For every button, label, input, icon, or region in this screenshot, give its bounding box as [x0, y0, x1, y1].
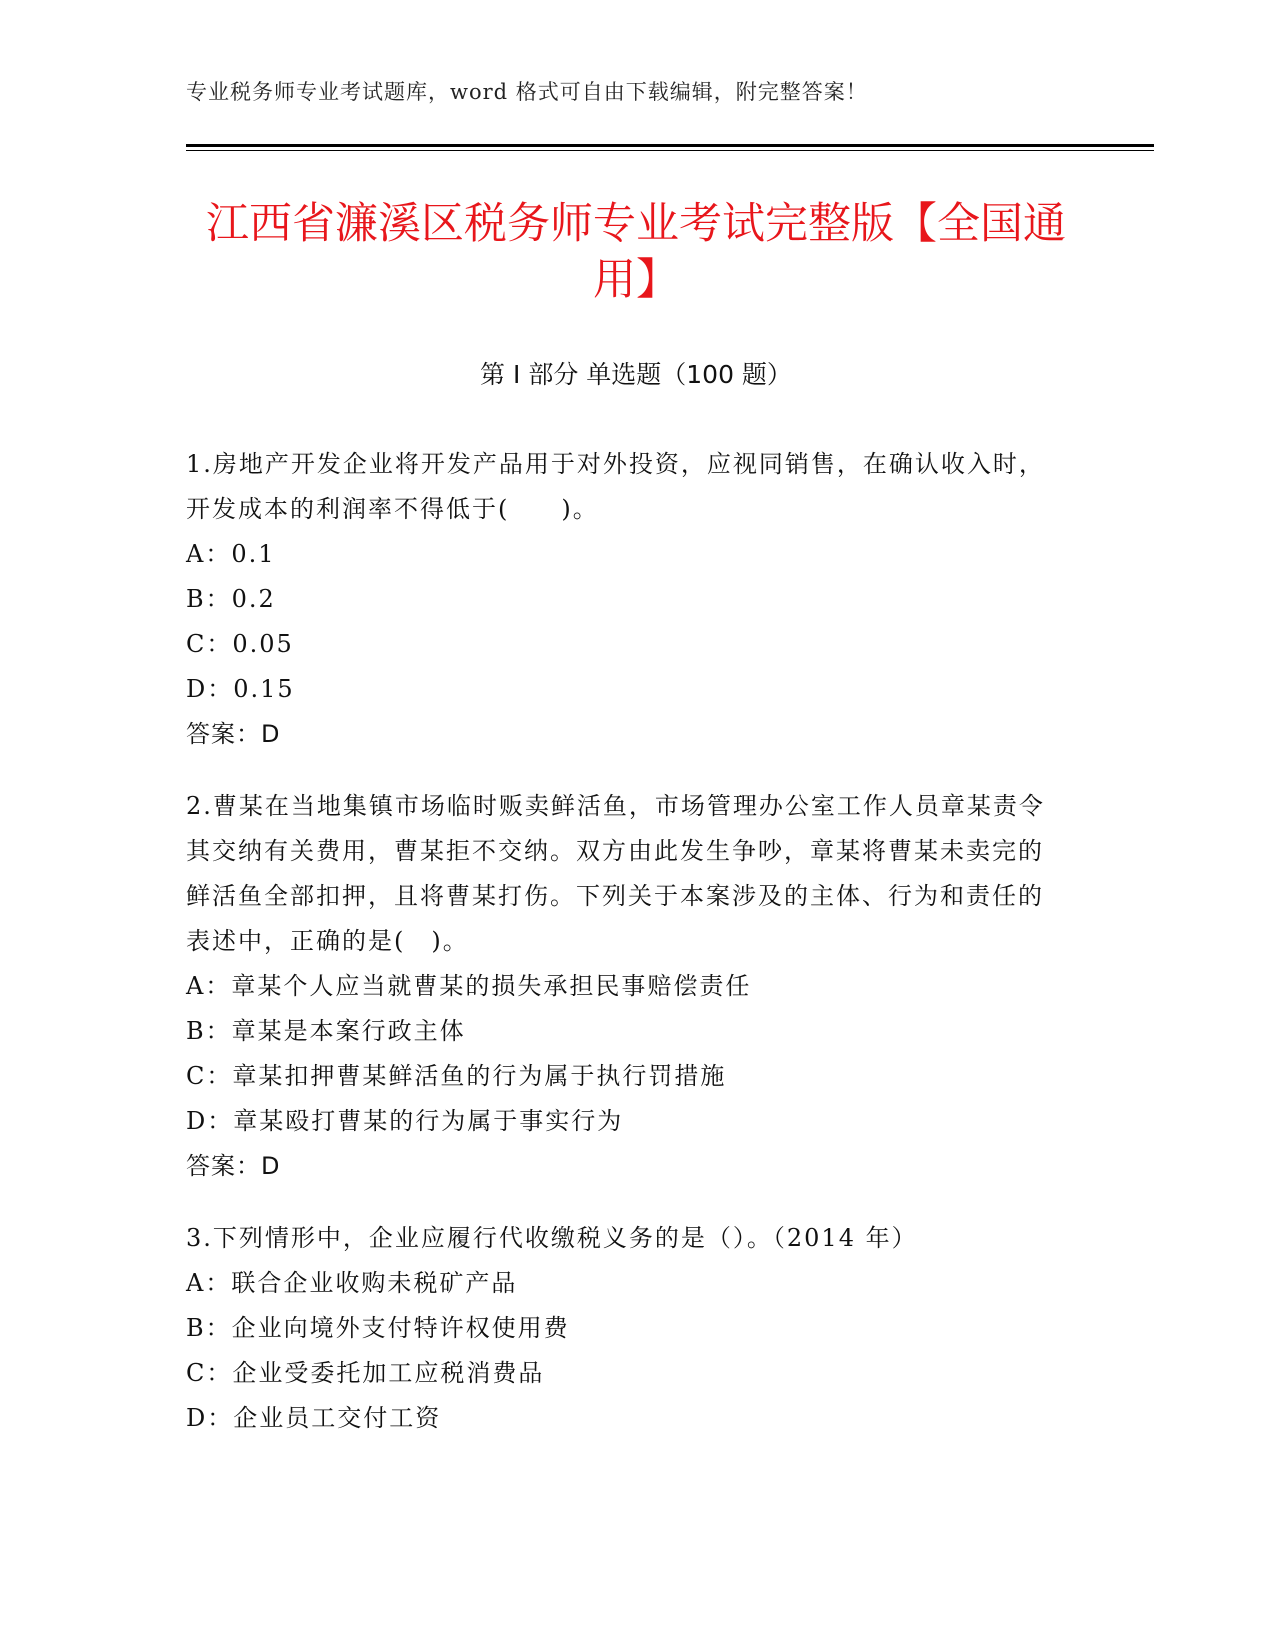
question-list: [186, 442, 1066, 1468]
question-2: [186, 784, 1066, 1189]
option-b: B：企业向境外支付特许权使用费: [186, 1314, 570, 1342]
option-b: B：0.2: [186, 585, 276, 613]
header-rule-thick: [186, 144, 1154, 147]
document-title: 江西省濂溪区税务师专业考试完整版【全国通用】: [206, 199, 1066, 305]
answer: 答案：D: [186, 1152, 281, 1180]
section-title: 第 I 部分 单选题（100 题）: [480, 360, 792, 389]
option-d: D：章某殴打曹某的行为属于事实行为: [186, 1107, 624, 1135]
option-a: A：联合企业收购未税矿产品: [186, 1269, 518, 1297]
header-note: 专业税务师专业考试题库，word 格式可自由下载编辑，附完整答案！: [186, 80, 868, 104]
option-a: A：0.1: [186, 540, 276, 568]
option-d: D：企业员工交付工资: [186, 1404, 442, 1432]
option-c: C：章某扣押曹某鲜活鱼的行为属于执行罚措施: [186, 1062, 727, 1090]
header-rule-thin: [186, 150, 1154, 151]
option-c: C：0.05: [186, 630, 294, 658]
question-1: [186, 442, 1066, 757]
question-stem: 2.曹某在当地集镇市场临时贩卖鲜活鱼，市场管理办公室工作人员章某责令其交纳有关费用，曹某拒不交纳。双方由此发生争吵，章某将曹某未卖完的鲜活鱼全部扣押，且将曹某打伤。下列关于本案涉及的主体、行为和责任的表述中，正确的是( )。: [186, 792, 1045, 955]
question-stem: 1.房地产开发企业将开发产品用于对外投资，应视同销售，在确认收入时，开发成本的利润率不得低于( )。: [186, 450, 1045, 523]
question-stem: 3.下列情形中，企业应履行代收缴税义务的是（）。（2014 年）: [186, 1224, 918, 1252]
option-d: D：0.15: [186, 675, 295, 703]
answer: 答案：D: [186, 720, 281, 748]
option-a: A：章某个人应当就曹某的损失承担民事赔偿责任: [186, 972, 752, 1000]
option-b: B：章某是本案行政主体: [186, 1017, 466, 1045]
option-c: C：企业受委托加工应税消费品: [186, 1359, 545, 1387]
question-3: [186, 1216, 1066, 1441]
